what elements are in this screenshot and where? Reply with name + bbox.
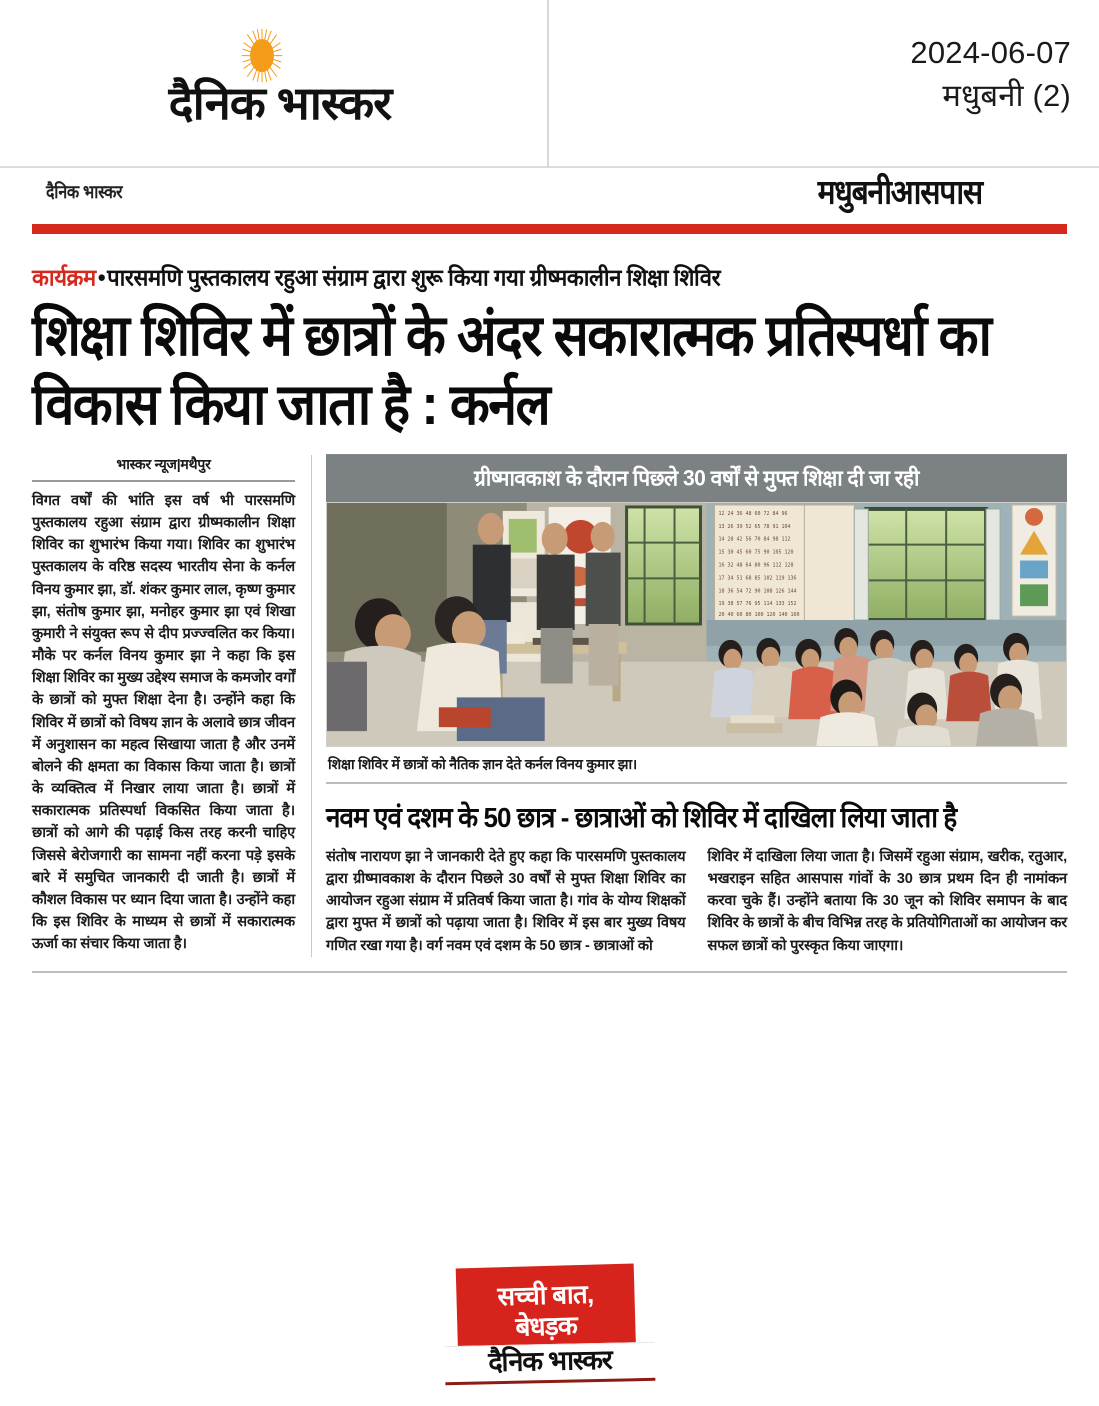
- article-right-section: [312, 455, 1067, 957]
- edition-name: मधुबनी (2): [942, 77, 1071, 113]
- photo-banner-text: ग्रीष्मावकाश के दौरान पिछले 30 वर्षों से मुफ्त शिक्षा दी जा रही: [326, 454, 1067, 503]
- section-title: मधुबनीआसपास: [817, 174, 982, 212]
- svg-text:15 30 45 60 75 90 105 120: 15 30 45 60 75 90 105 120: [718, 549, 794, 556]
- svg-text:13 26 39 52 65 78 91 104: 13 26 39 52 65 78 91 104: [718, 523, 791, 530]
- publication-date: 2024-06-07: [910, 35, 1071, 70]
- article-end-rule: [32, 971, 1067, 973]
- byline: भास्कर न्यूज|मथैपुर: [116, 455, 211, 472]
- slogan-line-1: सच्ची बात,: [496, 1278, 594, 1312]
- svg-text:12 24 36 48 60 72 84 96: 12 24 36 48 60 72 84 96: [718, 510, 788, 517]
- svg-text:19 38 57 76 95 114 133 152: 19 38 57 76 95 114 133 152: [718, 601, 797, 608]
- slogan-line-2: बेधड़क: [514, 1309, 577, 1342]
- svg-text:20 40 60 80 100 120 140 160: 20 40 60 80 100 120 140 160: [718, 611, 800, 618]
- lead-paragraph: विगत वर्षों की भांति इस वर्ष भी पारसमणि पुस्तकालय रहुआ संग्राम द्वारा ग्रीष्मकालीन शिक्षा शिविर का शुभारंभ किया गया। शिविर का शुभारंभ पुस्तकालय के वरिष्ठ सदस्य भारतीय सेना के कर्नल विनय कुमार झा, डॉ. शंकर कुमार लाल, कृष्ण कुमार झा, संतोष कुमार झा, मनोहर कुमार झा एवं शिखा कुमारी ने संयुक्त रूप से दीप प्रज्ज्वलित कर किया। मौके पर कर्नल विनय कुमार झा ने कहा कि इस शिक्षा शिविर का मुख्य उद्देश्य समाज के कमजोर वर्गों के छात्रों को मुफ्त शिक्षा देना है। उन्होंने कहा कि शिविर में छात्रों को विषय ज्ञान के अलावे छात्र जीवन में अनुशासन का महत्व सिखाया जाता है और उनमें बोलने की क्षमता का विकास किया जाता है। छात्रों के व्यक्तित्व में निखार लाया जाता है। छात्रों में सकारात्मक प्रतिस्पर्धा विकसित किया जाता है। छात्रों को आगे की पढ़ाई किस तरह करनी चाहिए जिससे बेरोजगारी का सामना नहीं करना पड़े इसके बारे में समुचित जानकारी दी जाती है। छात्रों में कौशल विकास पर ध्यान दिया जाता है। उन्होंने कहा कि इस शिविर के माध्यम से छात्रों में सकारात्मक ऊर्जा का संचार किया जाता है।: [32, 492, 295, 953]
- article-headline: शिक्षा शिविर में छात्रों के अंदर सकारात्मक प्रतिस्पर्धा का विकास किया जाता है : कर्नल: [32, 304, 991, 438]
- footer-brand-name: दैनिक भास्कर: [487, 1344, 612, 1378]
- bhaskar-slogan-logo: [445, 1266, 655, 1406]
- footer-logo-area: [0, 1266, 1099, 1406]
- header-meta: [910, 32, 1071, 118]
- kicker-tag: कार्यक्रम: [32, 264, 96, 291]
- article-column-1: [32, 455, 312, 957]
- svg-text:16 32 48 64 80 96 112 128: 16 32 48 64 80 96 112 128: [718, 562, 794, 569]
- photo-caption: शिक्षा शिविर में छात्रों को नैतिक ज्ञान देते कर्नल विनय कुमार झा।: [326, 747, 1067, 784]
- section-bar: [32, 168, 1067, 244]
- article-column-2: संतोष नारायण झा ने जानकारी देते हुए कहा कि पारसमणि पुस्तकालय द्वारा ग्रीष्मावकाश के दौरान पिछले 30 वर्षों से मुफ्त शिक्षा शिविर का आयोजन रहुआ संग्राम में प्रतिवर्ष किया जाता है। गांव के योग्य शिक्षकों द्वारा मुफ्त में छात्रों को पढ़ाया जाता है। शिविर में इस बार मुख्य विषय गणित रखा गया है। वर्ग नवम एवं दशम के 50 छात्र - छात्राओं को: [326, 848, 686, 954]
- masthead-area: [0, 0, 547, 168]
- photo-block: [326, 455, 1067, 784]
- byline-rule: [32, 480, 295, 482]
- newspaper-clipping: [0, 168, 1099, 1378]
- dainik-bhaskar-logo: [130, 28, 430, 140]
- svg-text:14 28 42 56 70 84 98 112: 14 28 42 56 70 84 98 112: [718, 536, 791, 543]
- article-subheading: नवम एवं दशम के 50 छात्र - छात्राओं को शिविर में दाखिला लिया जाता है: [326, 801, 957, 834]
- kicker-line: [32, 261, 1067, 293]
- svg-text:17 34 51 68 85 102 119 136: 17 34 51 68 85 102 119 136: [718, 575, 797, 582]
- svg-text:18 36 54 72 90 108 126 144: 18 36 54 72 90 108 126 144: [718, 588, 797, 595]
- footer-brand-plate: [444, 1342, 655, 1385]
- red-divider-rule: [32, 224, 1067, 234]
- kicker-text: पारसमणि पुस्तकालय रहुआ संग्राम द्वारा शुरू किया गया ग्रीष्मकालीन शिक्षा शिविर: [107, 264, 721, 291]
- article-column-3: शिविर में दाखिला लिया जाता है। जिसमें रहुआ संग्राम, खरीक, रतुआर, भखराइन सहित आसपास गांवों के 30 छात्र प्रथम दिन ही नामांकन करवा चुके हैं। उन्होंने बताया कि 30 जून को शिविर समापन के बाद शिविर के छात्रों के बीच विभिन्न तरह के प्रतियोगिताओं का आयोजन कर सफल छात्रों को पुरस्कृत किया जाएगा।: [707, 848, 1067, 954]
- header-vertical-divider: [547, 0, 549, 168]
- kicker-bullet: •: [97, 264, 106, 291]
- screenshot-header: [0, 0, 1099, 168]
- article-body: [32, 455, 1067, 957]
- mini-masthead: दैनिक भास्कर: [46, 182, 123, 203]
- masthead-title: दैनिक भास्कर: [168, 77, 392, 129]
- article-bottom-columns: [326, 842, 1067, 957]
- article-photo: [326, 502, 1067, 747]
